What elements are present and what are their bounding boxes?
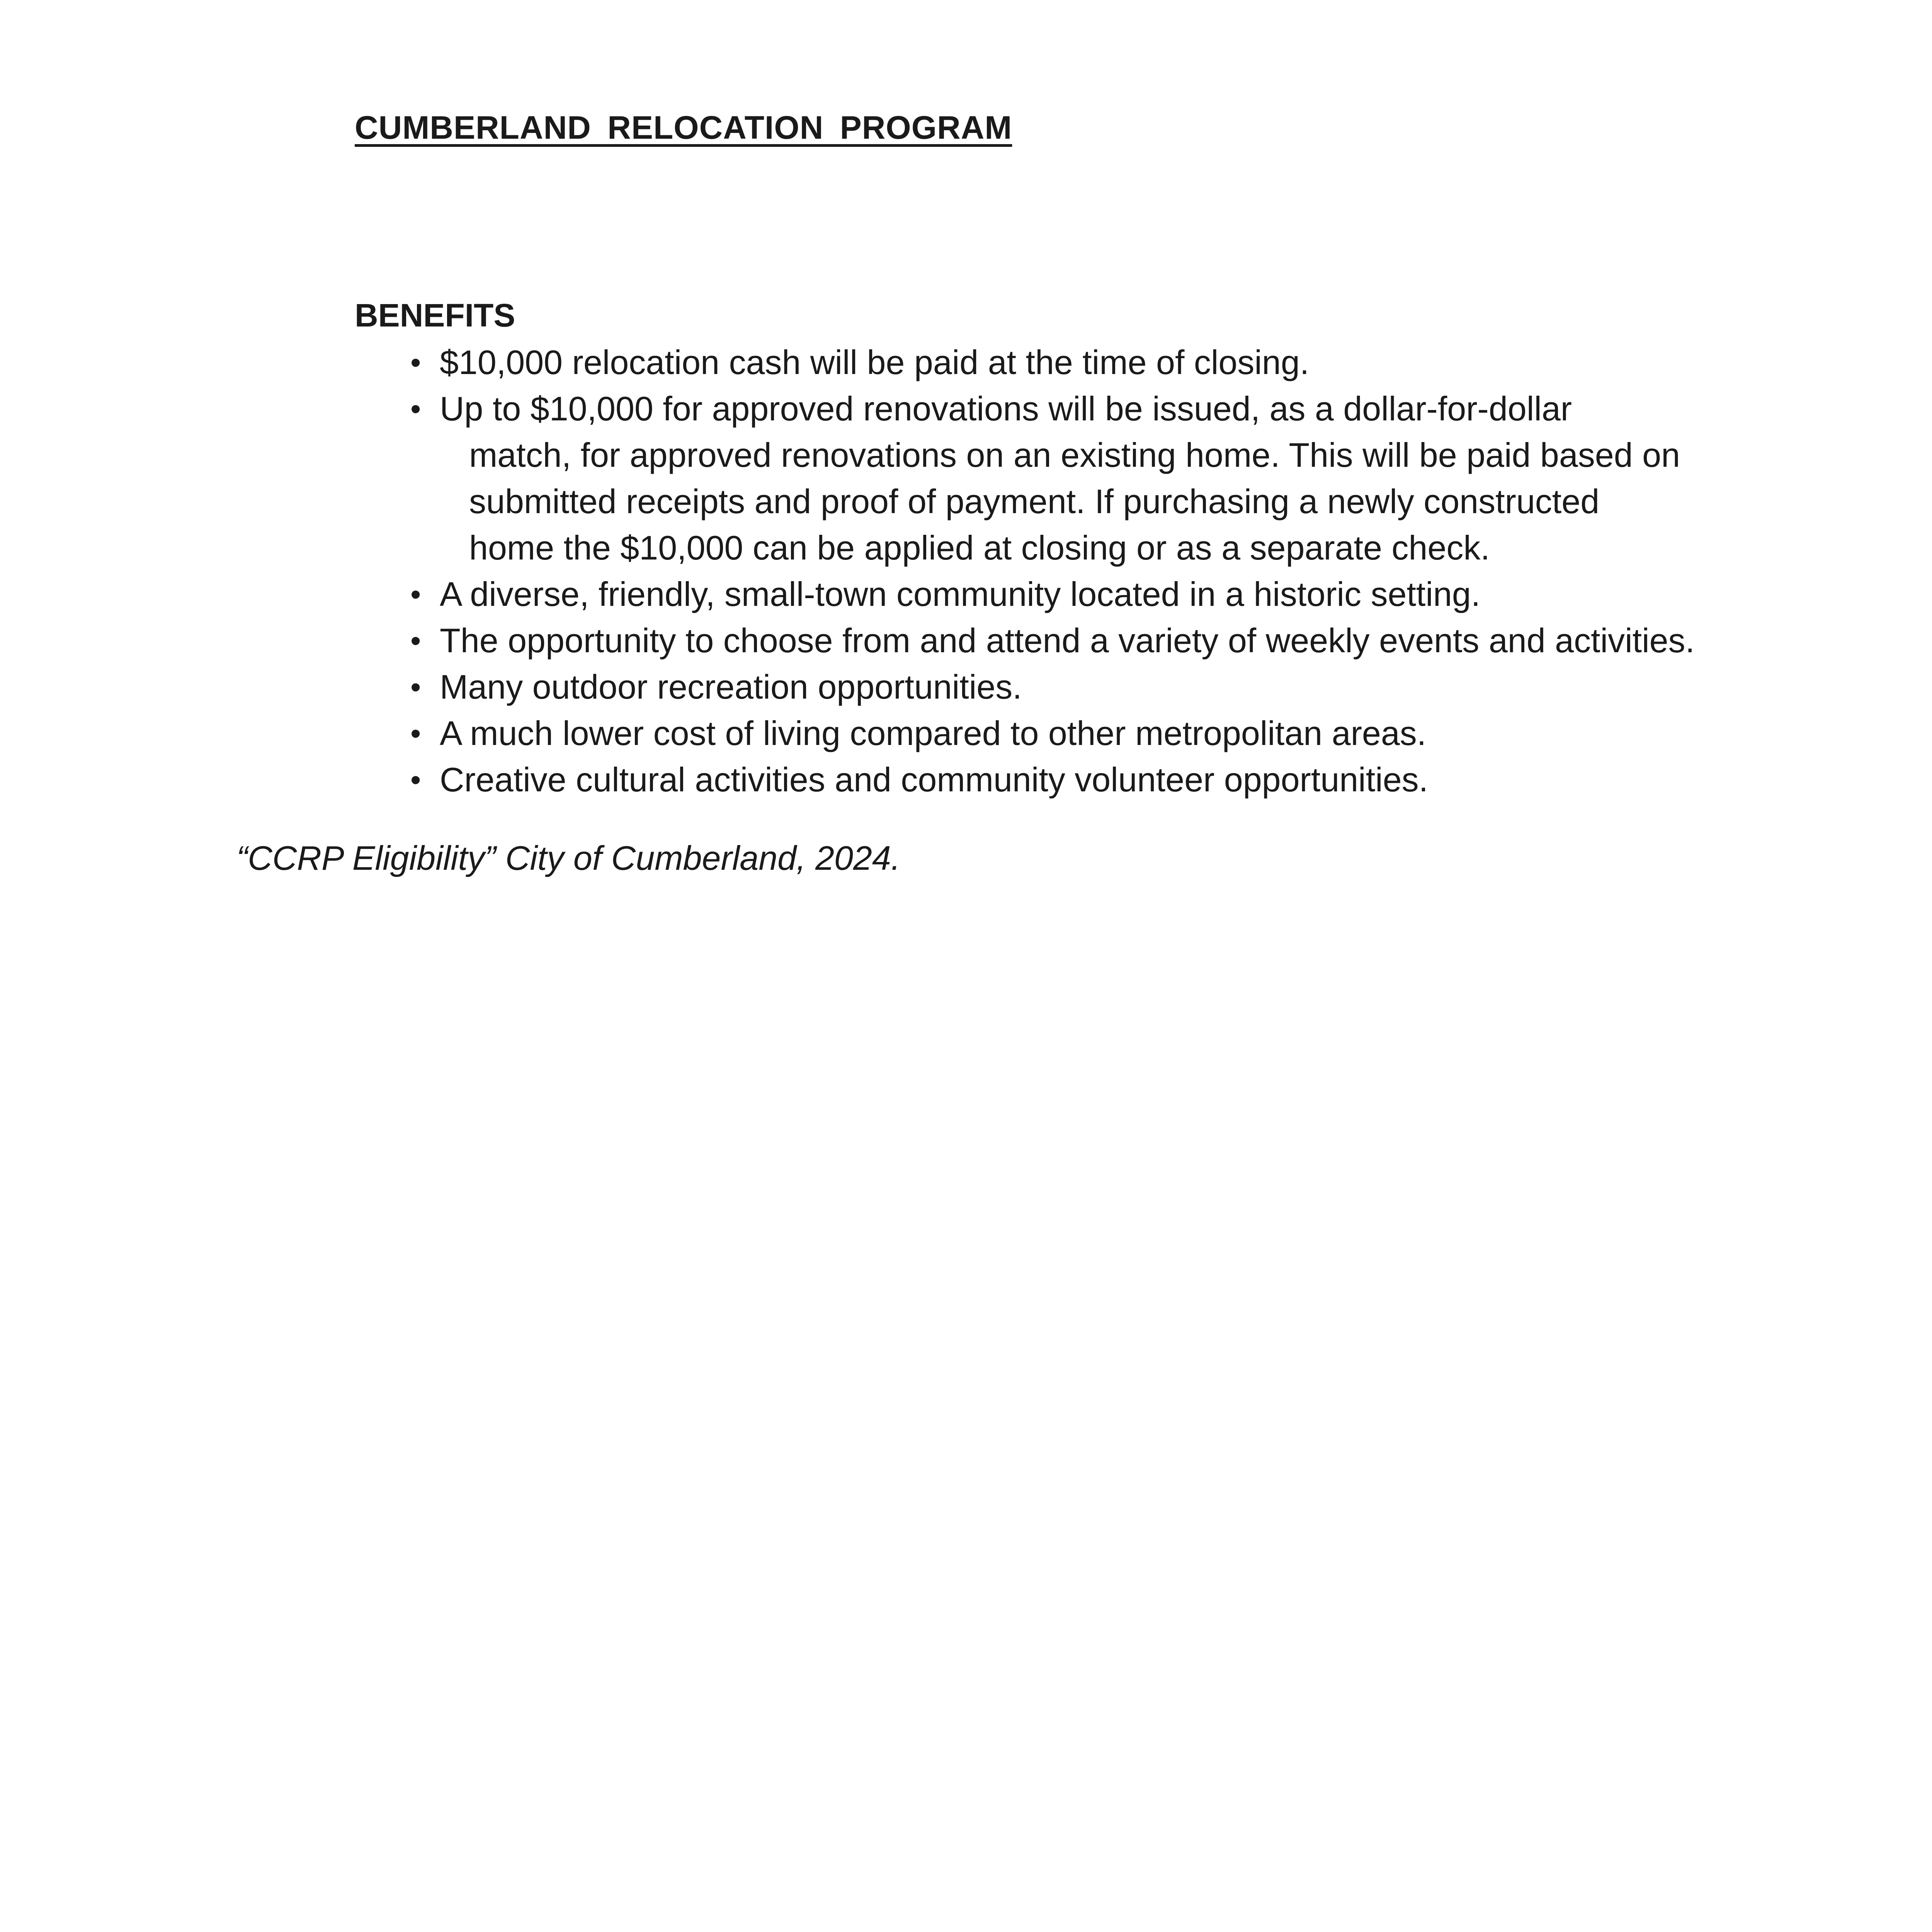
bullet-icon: • bbox=[410, 670, 421, 704]
benefit-text-continued: submitted receipts and proof of payment. If purchasing a newly constructed bbox=[469, 482, 1600, 520]
bullet-icon: • bbox=[410, 763, 421, 797]
citation: “CCRP Eligibility” City of Cumberland, 2024. bbox=[236, 839, 901, 877]
benefit-text-continued: match, for approved renovations on an existing home. This will be paid based on bbox=[469, 436, 1680, 474]
benefit-item bbox=[410, 339, 1840, 386]
benefit-text: Up to $10,000 for approved renovations will be issued, as a dollar-for-dollar bbox=[440, 389, 1572, 428]
benefit-item bbox=[410, 710, 1840, 757]
bullet-icon: • bbox=[410, 577, 421, 611]
benefit-item bbox=[410, 664, 1840, 710]
benefits-heading: BENEFITS bbox=[355, 297, 515, 333]
benefit-text: Many outdoor recreation opportunities. bbox=[440, 668, 1022, 706]
benefit-text: $10,000 relocation cash will be paid at the time of closing. bbox=[440, 343, 1310, 381]
benefit-item bbox=[410, 386, 1840, 571]
benefit-item bbox=[410, 617, 1840, 664]
bullet-icon: • bbox=[410, 392, 421, 426]
document-title: CUMBERLAND RELOCATION PROGRAM bbox=[355, 109, 1012, 146]
benefit-text-continued: home the $10,000 can be applied at closing or as a separate check. bbox=[469, 529, 1490, 567]
benefit-text: A much lower cost of living compared to other metropolitan areas. bbox=[440, 714, 1427, 752]
bullet-icon: • bbox=[410, 716, 421, 750]
bullet-icon: • bbox=[410, 345, 421, 379]
benefits-list bbox=[410, 339, 1840, 803]
benefit-item bbox=[410, 571, 1840, 617]
benefit-item bbox=[410, 757, 1840, 803]
benefit-text: A diverse, friendly, small-town community located in a historic setting. bbox=[440, 575, 1481, 613]
benefit-text: Creative cultural activities and community volunteer opportunities. bbox=[440, 760, 1429, 799]
bullet-icon: • bbox=[410, 624, 421, 658]
benefit-text: The opportunity to choose from and attend a variety of weekly events and activities. bbox=[440, 621, 1695, 660]
